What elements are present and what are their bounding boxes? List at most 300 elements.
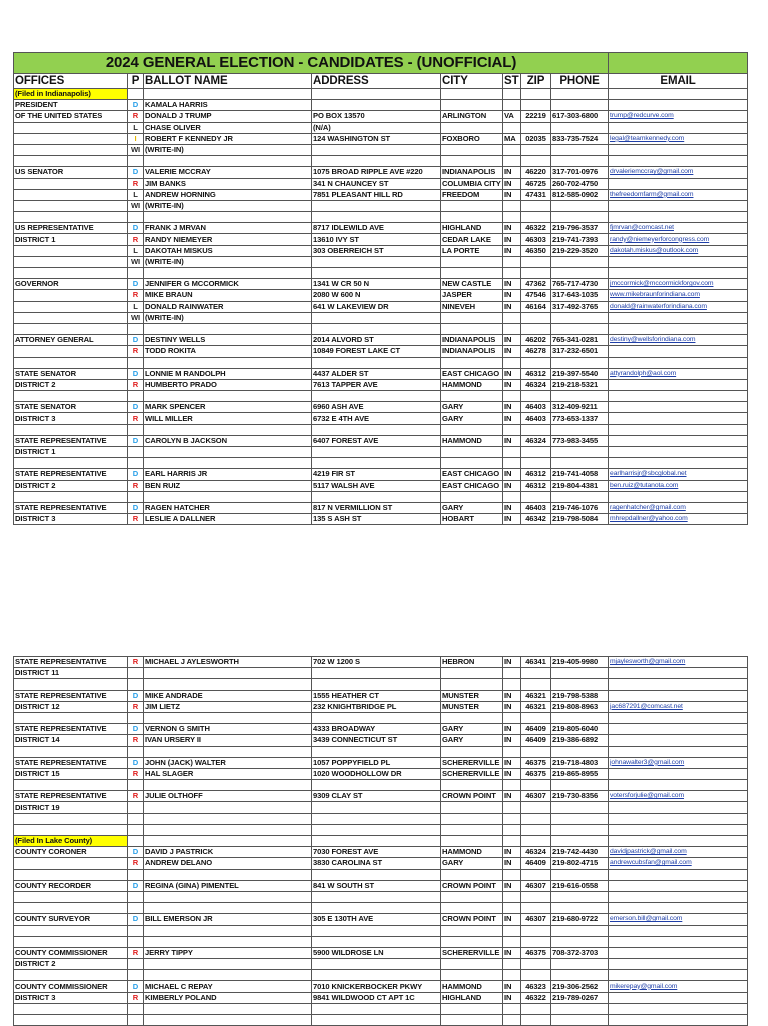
state-cell: MA — [503, 133, 521, 144]
ballot-name-cell — [144, 491, 312, 502]
state-cell: IN — [503, 480, 521, 491]
party-cell: R — [128, 290, 144, 301]
email-cell — [609, 212, 748, 223]
address-cell: 1341 W CR 50 N — [312, 279, 441, 290]
email-cell — [609, 268, 748, 279]
state-cell: IN — [503, 701, 521, 712]
zip-cell — [521, 323, 551, 334]
city-cell: HOBART — [441, 514, 503, 525]
email-cell — [609, 357, 748, 368]
ballot-name-cell: MIKE BRAUN — [144, 290, 312, 301]
office-cell — [14, 312, 128, 323]
state-cell: IN — [503, 189, 521, 200]
office-cell — [14, 346, 128, 357]
phone-cell: 219-808-8963 — [551, 701, 609, 712]
address-cell: 1075 BROAD RIPPLE AVE #220 — [312, 167, 441, 178]
zip-cell: 46307 — [521, 791, 551, 802]
zip-cell — [521, 1003, 551, 1014]
city-cell: COLUMBIA CITY — [442, 178, 501, 188]
ballot-name-cell — [144, 891, 312, 902]
table-row — [14, 413, 748, 424]
address-cell: 124 WASHINGTON ST — [312, 133, 441, 144]
ballot-name-cell: HUMBERTO PRADO — [144, 379, 312, 390]
address-cell — [312, 891, 441, 902]
city-cell — [441, 458, 503, 469]
phone-cell: 773-983-3455 — [551, 435, 609, 446]
address-cell: 4437 ALDER ST — [312, 368, 441, 379]
email-cell[interactable]: johnawalter3@gmail.com — [609, 757, 748, 768]
office-cell: STATE REPRESENTATIVE — [14, 469, 128, 480]
party-cell — [128, 925, 144, 936]
zip-cell — [521, 357, 551, 368]
city-cell: CROWN POINT — [441, 914, 503, 925]
address-cell: 3439 CONNECTICUT ST — [312, 735, 441, 746]
email-cell — [609, 200, 748, 211]
ballot-name-cell: ROBERT F KENNEDY JR — [144, 133, 312, 144]
zip-cell — [521, 212, 551, 223]
table-row — [14, 903, 748, 914]
phone-cell — [551, 491, 609, 502]
email-cell[interactable]: trump@redcurve.com — [609, 111, 748, 122]
address-cell — [312, 712, 441, 723]
table-row — [14, 111, 748, 122]
state-cell: IN — [503, 768, 521, 779]
city-cell: MUNSTER — [441, 701, 503, 712]
email-cell — [609, 156, 748, 167]
state-cell: IN — [503, 981, 521, 992]
table-row — [14, 357, 748, 368]
state-cell: IN — [503, 757, 521, 768]
address-cell: 13610 IVY ST — [312, 234, 441, 245]
address-cell: 1020 WOODHOLLOW DR — [312, 768, 441, 779]
zip-cell — [521, 458, 551, 469]
city-cell — [441, 903, 503, 914]
email-cell — [609, 379, 748, 390]
city-cell: GARY — [441, 413, 503, 424]
header-phone: PHONE — [551, 74, 609, 89]
office-cell — [14, 891, 128, 902]
phone-cell: 219-730-8356 — [551, 791, 609, 802]
ballot-name-cell: HAL SLAGER — [144, 768, 312, 779]
state-cell: IN — [503, 947, 521, 958]
ballot-name-cell: RANDY NIEMEYER — [144, 234, 312, 245]
party-cell — [128, 458, 144, 469]
zip-cell — [521, 122, 551, 133]
phone-cell — [551, 458, 609, 469]
zip-cell: 46324 — [521, 379, 551, 390]
city-cell: HAMMOND — [441, 981, 503, 992]
table-row — [14, 679, 748, 690]
state-cell: IN — [503, 346, 521, 357]
address-cell: 3830 CAROLINA ST — [312, 858, 441, 869]
state-cell — [503, 89, 521, 100]
table-row — [14, 89, 748, 100]
address-cell — [312, 447, 441, 458]
email-cell[interactable]: mikerepay@gmail.com — [609, 981, 748, 992]
office-cell: DISTRICT 3 — [14, 992, 128, 1003]
city-cell: GARY — [441, 858, 503, 869]
office-cell — [14, 824, 128, 835]
state-cell: IN — [503, 469, 521, 480]
table-row — [14, 480, 748, 491]
phone-cell — [551, 802, 609, 813]
state-cell: IN — [503, 847, 521, 858]
table-row — [14, 891, 748, 902]
state-cell: IN — [503, 514, 521, 525]
ballot-name-cell — [144, 89, 312, 100]
ballot-name-cell: JERRY TIPPY — [144, 947, 312, 958]
email-cell — [609, 346, 748, 357]
ballot-name-cell — [144, 712, 312, 723]
phone-cell — [551, 424, 609, 435]
address-cell — [312, 100, 441, 111]
zip-cell — [521, 447, 551, 458]
table-row — [14, 234, 748, 245]
address-cell — [312, 903, 441, 914]
address-cell: 5117 WALSH AVE — [312, 480, 441, 491]
office-cell: US SENATOR — [14, 167, 128, 178]
zip-cell — [521, 268, 551, 279]
email-cell[interactable]: davidjpastrick@gmail.com — [609, 847, 748, 858]
table-row — [14, 657, 748, 668]
office-cell: (Filed in Indianapolis) — [14, 89, 128, 100]
phone-cell: 260-702-4750 — [551, 178, 609, 189]
office-cell — [14, 679, 128, 690]
table-row — [14, 368, 748, 379]
email-cell[interactable]: destiny@wellsforindiana.com — [609, 335, 748, 346]
ballot-name-cell: JENNIFER G MCCORMICK — [144, 279, 312, 290]
party-cell — [128, 156, 144, 167]
email-cell[interactable]: ben.ruiz@tutanota.com — [609, 480, 748, 491]
header-state: ST — [504, 75, 519, 87]
ballot-name-cell: BEN RUIZ — [144, 480, 312, 491]
email-cell[interactable]: randy@niemeyerforcongress.com — [609, 234, 748, 245]
phone-cell — [551, 156, 609, 167]
email-cell[interactable]: mjaylesworth@gmail.com — [609, 657, 748, 668]
address-cell — [312, 391, 441, 402]
email-cell[interactable]: ragenhatcher@gmail.com — [609, 502, 748, 513]
zip-cell: 46307 — [521, 914, 551, 925]
table-row — [14, 701, 748, 712]
email-cell[interactable]: andrewcubsfan@gmail.com — [609, 858, 748, 869]
phone-cell — [551, 1003, 609, 1014]
party-cell — [128, 824, 144, 835]
phone-cell — [551, 813, 609, 824]
zip-cell — [521, 936, 551, 947]
party-cell — [128, 802, 144, 813]
party-cell: R — [128, 234, 144, 245]
ballot-name-cell — [144, 212, 312, 223]
email-cell[interactable]: www.mikebraunforindiana.com — [609, 290, 748, 301]
zip-cell: 46278 — [521, 346, 551, 357]
email-cell[interactable]: thefreedomfarm@gmail.com — [609, 189, 748, 200]
email-cell[interactable]: mhrepdallner@yahoo.com — [609, 514, 748, 525]
zip-cell — [521, 780, 551, 791]
phone-cell — [551, 925, 609, 936]
ballot-name-cell: MIKE ANDRADE — [144, 690, 312, 701]
table-row — [14, 802, 748, 813]
zip-cell: 46324 — [521, 847, 551, 858]
ballot-name-cell: RAGEN HATCHER — [144, 502, 312, 513]
zip-cell: 46312 — [521, 368, 551, 379]
address-cell: 2014 ALVORD ST — [312, 335, 441, 346]
party-cell — [128, 970, 144, 981]
party-cell: R — [128, 701, 144, 712]
party-cell: R — [128, 947, 144, 958]
zip-cell — [521, 903, 551, 914]
email-cell — [609, 1003, 748, 1014]
office-cell — [14, 458, 128, 469]
zip-cell — [521, 312, 551, 323]
city-cell — [441, 824, 503, 835]
phone-cell — [551, 122, 609, 133]
city-cell: MUNSTER — [441, 690, 503, 701]
city-cell: FREEDOM — [441, 189, 503, 200]
office-cell — [14, 122, 128, 133]
office-cell — [14, 200, 128, 211]
email-cell — [609, 959, 748, 970]
state-cell — [503, 323, 521, 334]
table-row — [14, 869, 748, 880]
party-cell — [128, 424, 144, 435]
phone-cell — [551, 323, 609, 334]
phone-cell: 317-701-0976 — [551, 167, 609, 178]
city-cell: HAMMOND — [441, 847, 503, 858]
candidate-sheet-page-1 — [13, 52, 747, 525]
header-city: CITY — [441, 74, 503, 89]
phone-cell: 219-805-6040 — [551, 724, 609, 735]
office-cell: COUNTY COMMISSIONER — [14, 981, 128, 992]
city-cell: HIGHLAND — [441, 223, 503, 234]
email-cell[interactable]: donald@rainwaterforindiana.com — [609, 301, 748, 312]
zip-cell — [521, 256, 551, 267]
ballot-name-cell: BILL EMERSON JR — [144, 914, 312, 925]
office-cell: DISTRICT 15 — [14, 768, 128, 779]
office-cell: STATE REPRESENTATIVE — [14, 435, 128, 446]
address-cell — [312, 746, 441, 757]
state-cell — [503, 679, 521, 690]
address-cell — [312, 256, 441, 267]
table-row — [14, 780, 748, 791]
address-cell: 135 S ASH ST — [312, 514, 441, 525]
zip-cell — [521, 679, 551, 690]
party-cell: D — [128, 847, 144, 858]
table-row — [14, 514, 748, 525]
table-row — [14, 122, 748, 133]
email-cell[interactable]: jac687291@comcast.net — [609, 701, 748, 712]
email-cell[interactable]: emerson.bill@gmail.com — [609, 914, 748, 925]
party-cell: D — [128, 469, 144, 480]
zip-cell — [521, 925, 551, 936]
address-cell — [312, 925, 441, 936]
city-cell: GARY — [441, 735, 503, 746]
table-row — [14, 768, 748, 779]
city-cell: EAST CHICAGO — [441, 480, 503, 491]
city-cell — [441, 312, 503, 323]
party-cell: R — [128, 178, 144, 189]
zip-cell: 46312 — [521, 480, 551, 491]
party-cell: L — [128, 301, 144, 312]
ballot-name-cell — [144, 391, 312, 402]
email-cell[interactable]: jmccormick@mccormickforgov.com — [609, 279, 748, 290]
party-cell: D — [128, 368, 144, 379]
state-cell — [503, 156, 521, 167]
city-cell — [441, 959, 503, 970]
ballot-name-cell — [144, 323, 312, 334]
office-cell: US REPRESENTATIVE — [14, 223, 128, 234]
address-cell: 341 N CHAUNCEY ST — [312, 178, 441, 189]
party-cell — [128, 869, 144, 880]
ballot-name-cell: (WRITE-IN) — [144, 312, 312, 323]
zip-cell: 47431 — [521, 189, 551, 200]
city-cell — [441, 1015, 503, 1026]
office-cell: COUNTY RECORDER — [14, 880, 128, 891]
email-cell[interactable]: fjmrvan@comcast.net — [609, 223, 748, 234]
header-party: P — [128, 74, 144, 89]
table-row — [14, 424, 748, 435]
table-row — [14, 290, 748, 301]
party-cell: D — [128, 690, 144, 701]
city-cell — [441, 200, 503, 211]
address-cell — [312, 959, 441, 970]
zip-cell — [521, 959, 551, 970]
email-cell[interactable]: votersforjulie@gmail.com — [609, 791, 748, 802]
party-cell — [128, 323, 144, 334]
ballot-name-cell — [144, 903, 312, 914]
table-row — [14, 925, 748, 936]
zip-cell — [521, 746, 551, 757]
state-cell — [503, 447, 521, 458]
email-cell — [609, 690, 748, 701]
phone-cell — [551, 936, 609, 947]
address-cell: 7030 FOREST AVE — [312, 847, 441, 858]
zip-cell — [521, 144, 551, 155]
zip-cell — [521, 813, 551, 824]
state-cell: IN — [503, 880, 521, 891]
party-cell: R — [128, 735, 144, 746]
email-cell[interactable]: drvaleriemccray@gmail.com — [609, 167, 748, 178]
ballot-name-cell: CHASE OLIVER — [144, 122, 312, 133]
office-cell: DISTRICT 11 — [14, 668, 128, 679]
state-cell — [503, 424, 521, 435]
ballot-name-cell — [144, 936, 312, 947]
city-cell: SCHERERVILLE — [441, 947, 503, 958]
phone-cell: 617-303-6800 — [551, 111, 609, 122]
party-cell: R — [128, 413, 144, 424]
ballot-name-cell: (WRITE-IN) — [144, 200, 312, 211]
office-cell — [14, 178, 128, 189]
address-cell — [312, 936, 441, 947]
office-cell — [14, 323, 128, 334]
state-cell: IN — [503, 791, 521, 802]
office-cell — [14, 245, 128, 256]
state-cell — [503, 712, 521, 723]
state-cell: IN — [503, 368, 521, 379]
state-cell — [503, 970, 521, 981]
office-cell — [14, 256, 128, 267]
phone-cell: 312-409-9211 — [551, 402, 609, 413]
table-row — [14, 402, 748, 413]
city-cell: NINEVEH — [441, 301, 503, 312]
table-row — [14, 836, 748, 847]
phone-cell: 219-804-4381 — [551, 480, 609, 491]
address-cell — [312, 802, 441, 813]
party-cell: R — [128, 514, 144, 525]
header-row — [14, 74, 748, 89]
state-cell — [503, 925, 521, 936]
city-cell — [441, 869, 503, 880]
office-cell: DISTRICT 1 — [14, 234, 128, 245]
state-cell: IN — [503, 245, 521, 256]
email-cell — [609, 679, 748, 690]
party-cell — [128, 936, 144, 947]
address-cell — [312, 156, 441, 167]
table-row — [14, 144, 748, 155]
address-cell: 702 W 1200 S — [312, 657, 441, 668]
ballot-name-cell: JOHN (JACK) WALTER — [144, 757, 312, 768]
zip-cell: 46409 — [521, 724, 551, 735]
ballot-name-cell: DONALD RAINWATER — [144, 301, 312, 312]
table-row — [14, 491, 748, 502]
email-cell[interactable]: attyrandolph@aol.com — [609, 368, 748, 379]
state-cell: IN — [503, 724, 521, 735]
city-cell — [441, 891, 503, 902]
address-cell — [312, 780, 441, 791]
address-cell — [312, 824, 441, 835]
party-cell: D — [128, 402, 144, 413]
office-cell: (Filed In Lake County) — [14, 836, 128, 847]
email-cell[interactable]: legal@teamkennedy.com — [609, 133, 748, 144]
state-cell — [503, 802, 521, 813]
zip-cell — [521, 891, 551, 902]
phone-cell — [551, 447, 609, 458]
table-row — [14, 178, 748, 189]
office-cell: STATE REPRESENTATIVE — [14, 757, 128, 768]
table-row — [14, 1015, 748, 1026]
phone-cell — [551, 268, 609, 279]
state-cell — [503, 256, 521, 267]
table-row — [14, 668, 748, 679]
email-cell[interactable]: dakotah.miskus@outlook.com — [609, 245, 748, 256]
phone-cell: 833-735-7524 — [551, 133, 609, 144]
phone-cell: 219-798-5388 — [551, 690, 609, 701]
party-cell: D — [128, 880, 144, 891]
office-cell — [14, 189, 128, 200]
office-cell: PRESIDENT — [14, 100, 128, 111]
office-cell: COUNTY COMMISSIONER — [14, 947, 128, 958]
city-cell: INDIANAPOLIS — [441, 167, 503, 178]
ballot-name-cell: IVAN URSERY II — [144, 735, 312, 746]
city-cell — [441, 144, 503, 155]
office-cell: DISTRICT 12 — [14, 701, 128, 712]
candidate-table-2 — [13, 656, 748, 1026]
email-cell[interactable]: earlharrisjr@sbcglobal.net — [609, 469, 748, 480]
office-cell: GOVERNOR — [14, 279, 128, 290]
city-cell: FOXBORO — [441, 133, 503, 144]
phone-cell: 317-232-6501 — [551, 346, 609, 357]
zip-cell — [521, 424, 551, 435]
ballot-name-cell — [144, 970, 312, 981]
city-cell — [441, 780, 503, 791]
table-row — [14, 447, 748, 458]
table-row — [14, 212, 748, 223]
state-cell — [503, 200, 521, 211]
office-cell: DISTRICT 2 — [14, 480, 128, 491]
phone-cell: 317-492-3765 — [551, 301, 609, 312]
table-row — [14, 391, 748, 402]
ballot-name-cell: FRANK J MRVAN — [144, 223, 312, 234]
email-cell — [609, 836, 748, 847]
